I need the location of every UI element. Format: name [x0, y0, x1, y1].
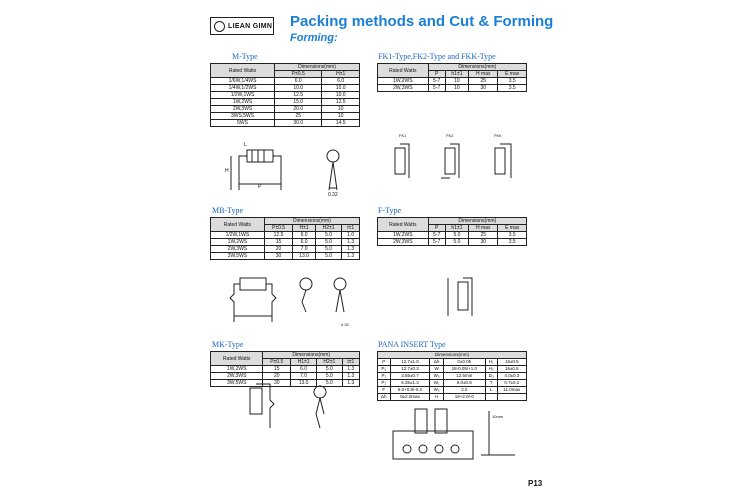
col-header-dims: Dimensions(mm) [275, 64, 360, 71]
table-row [211, 99, 360, 106]
company-logo [210, 17, 274, 35]
table-cell: 1W,2WS [211, 99, 275, 106]
table-cell: 12.5min [443, 373, 485, 380]
col-header: P±0.5 [275, 71, 322, 78]
section-title-mb-type: MB-Type [212, 206, 243, 215]
table-cell: 1W,2WS [378, 232, 429, 239]
diagram-label-fk2: FK2 [446, 133, 454, 138]
table-cell: 1.3 [342, 366, 359, 373]
f-type-table [377, 217, 527, 246]
table-row [378, 373, 527, 380]
table-cell: 10.0 [275, 85, 322, 92]
table-cell: 2W,3WS [211, 373, 263, 380]
table-row [378, 232, 527, 239]
table-cell [485, 394, 497, 401]
table-cell: 30 [469, 239, 498, 246]
table-row [378, 380, 527, 387]
section-title-pana: PANA INSERT Type [378, 340, 446, 349]
table-cell: 5.0 [315, 253, 341, 260]
col-header: t±1 [342, 225, 360, 232]
table-cell: P₀ [378, 366, 391, 373]
table-cell: 6.35±1.3 [390, 380, 430, 387]
col-header-dims: Dimensions(mm) [378, 352, 527, 359]
table-row [211, 373, 360, 380]
table-cell: 11.0max [497, 387, 526, 394]
col-header: E max [498, 225, 527, 232]
table-cell: 0.7±0.2 [497, 380, 526, 387]
col-header: H max [469, 225, 498, 232]
col-header: H2±1 [315, 225, 341, 232]
col-header-rated: Rated Watts [211, 352, 263, 366]
table-cell: 10 [445, 85, 469, 92]
table-cell: 3.85±0.7 [390, 373, 430, 380]
table-cell: 5.0 [445, 239, 469, 246]
table-cell: 20.0 [275, 106, 322, 113]
table-cell: 12.5 [264, 232, 292, 239]
table-cell: W [430, 366, 443, 373]
table-cell: 1W,2WS [211, 239, 265, 246]
table-cell: 1.3 [342, 380, 359, 387]
mb-type-table [210, 217, 360, 260]
table-row [378, 85, 527, 92]
table-cell: 3WS,5WS [211, 113, 275, 120]
page-title: Packing methods and Cut & Forming [290, 13, 554, 30]
table-cell: H [430, 394, 443, 401]
table-cell: 2W,3WS [211, 106, 275, 113]
col-header: h1±1 [445, 71, 469, 78]
table-cell: 1.0 [342, 232, 360, 239]
table-cell: 6.0 [322, 78, 360, 85]
table-cell: 5.0+0.8/-0.2 [390, 387, 430, 394]
table-cell [497, 394, 526, 401]
table-cell: 12.5 [275, 92, 322, 99]
table-row [211, 78, 360, 85]
table-row [378, 387, 527, 394]
table-cell: 1W,2WS [211, 366, 263, 373]
logo-text: LIEAN GIMN [228, 22, 273, 30]
table-cell: 5.0 [316, 373, 342, 380]
table-cell: T [485, 380, 497, 387]
pana-table [377, 351, 527, 401]
table-cell: P [378, 359, 391, 366]
table-cell: 1/2W,1WS [211, 92, 275, 99]
table-cell: P₁ [378, 373, 391, 380]
m-type-diagram [225, 140, 365, 200]
col-header: P±0.5 [264, 225, 292, 232]
mb-type-diagram [218, 272, 358, 332]
col-header: h1±1 [445, 225, 469, 232]
col-header: H±1 [322, 71, 360, 78]
col-header: P±0.5 [263, 359, 291, 366]
col-header-rated: Rated Watts [211, 64, 275, 78]
table-row [211, 113, 360, 120]
col-header-rated: Rated Watts [211, 218, 265, 232]
table-cell: F [378, 387, 391, 394]
table-row [378, 394, 527, 401]
col-header-rated: Rated Watts [378, 218, 429, 232]
table-cell: 6.0 [293, 239, 316, 246]
table-cell: 5.0 [315, 239, 341, 246]
col-header: H1±1 [291, 359, 317, 366]
section-title-mk-type: MK-Type [212, 340, 244, 349]
table-row [211, 366, 360, 373]
table-cell: 15 [263, 366, 291, 373]
section-title-m-type: M-Type [232, 52, 258, 61]
table-cell: 5.0 [316, 366, 342, 373]
mk-type-diagram [240, 380, 350, 435]
table-cell: H₁ [485, 359, 497, 366]
table-row [378, 239, 527, 246]
table-row [211, 85, 360, 92]
table-cell: 5-7 [428, 239, 445, 246]
table-cell: 2W,3WS [211, 246, 265, 253]
col-header-dims: Dimensions(mm) [428, 64, 526, 71]
col-header: t±1 [342, 359, 359, 366]
resistor-body [247, 150, 273, 162]
table-cell: 25 [469, 232, 498, 239]
table-cell: L [485, 387, 497, 394]
page-subtitle: Forming: [290, 32, 338, 44]
table-cell: 5-7 [428, 85, 445, 92]
table-cell: 1/2W,1WS [211, 232, 265, 239]
table-cell: 10.0 [322, 92, 360, 99]
table-cell: 16±0.5 [497, 359, 526, 366]
table-cell: 12.5 [322, 99, 360, 106]
table-cell: 6.0 [291, 366, 317, 373]
table-cell: W₁ [430, 380, 443, 387]
col-header-dims: Dimensions(mm) [264, 218, 359, 225]
table-cell: W₀ [430, 373, 443, 380]
col-header-dims: Dimensions(mm) [428, 218, 526, 225]
diagram-label-p: P [258, 184, 262, 190]
table-cell: 3W,5WS [211, 380, 263, 387]
diagram-label-fkk: FKK [494, 133, 502, 138]
table-cell: 10 [445, 78, 469, 85]
table-cell: 30.0 [275, 120, 322, 127]
col-header: E max [498, 71, 527, 78]
col-header: H2±1 [316, 359, 342, 366]
m-type-table [210, 63, 360, 127]
table-cell: 3W,5WS [211, 253, 265, 260]
table-row [211, 239, 360, 246]
table-row [378, 359, 527, 366]
table-cell: 5.0 [315, 232, 341, 239]
table-cell: 18-0.05/+1.0 [443, 366, 485, 373]
table-cell: 18+2.0/-0 [443, 394, 485, 401]
col-header: H±1 [293, 225, 316, 232]
fk-type-table [377, 63, 527, 92]
table-cell: Δh [430, 359, 443, 366]
table-row [211, 232, 360, 239]
table-row [378, 366, 527, 373]
col-header-rated: Rated Watts [378, 64, 429, 78]
col-header-dims: Dimensions(mm) [263, 352, 360, 359]
table-cell: 3.5 [498, 239, 527, 246]
table-row [211, 253, 360, 260]
table-cell: Δh [378, 394, 391, 401]
table-cell: 5.0 [316, 380, 342, 387]
col-header: H max [469, 71, 498, 78]
table-cell: 7.0 [291, 373, 317, 380]
table-cell: 15 [264, 239, 292, 246]
diagram-label-d-mb: 0.32 [341, 322, 349, 327]
table-cell: 1.3 [342, 373, 359, 380]
table-cell: 4.0±0.3 [497, 373, 526, 380]
table-cell: H₀ [485, 366, 497, 373]
table-cell: 2W,3WS [378, 85, 429, 92]
table-cell: 14.5 [322, 120, 360, 127]
table-row [211, 106, 360, 113]
table-cell: 3.5 [498, 232, 527, 239]
table-cell: 3.0 [443, 387, 485, 394]
table-cell: 3.5 [498, 78, 527, 85]
table-cell: 1.3 [342, 239, 360, 246]
diagram-label-l: L [244, 142, 247, 148]
table-cell: 1.3 [342, 246, 360, 253]
table-cell: 13.0 [293, 253, 316, 260]
fk-type-diagram [385, 138, 525, 188]
page-number: P13 [528, 479, 543, 488]
table-cell: 12.7±1.0 [390, 359, 430, 366]
table-cell: W₂ [430, 387, 443, 394]
diagram-label-d: 0.32 [328, 192, 338, 198]
diagram-label-h: H [225, 168, 229, 174]
table-row [211, 246, 360, 253]
table-cell: 6.0 [293, 232, 316, 239]
table-row [378, 78, 527, 85]
table-cell: 6.0 [275, 78, 322, 85]
table-cell: P₂ [378, 380, 391, 387]
table-cell: 5-7 [428, 78, 445, 85]
table-cell: 2W,3WS [378, 239, 429, 246]
table-cell: 1.3 [342, 253, 360, 260]
table-row [211, 92, 360, 99]
table-cell: 1W,2WS [378, 78, 429, 85]
diagram-label-fk1: FK1 [399, 133, 407, 138]
table-cell: 13.0 [291, 380, 317, 387]
pana-diagram [385, 405, 525, 465]
table-cell: 30 [469, 85, 498, 92]
table-cell: 3.5 [498, 85, 527, 92]
table-cell: 0±2.0max [390, 394, 430, 401]
table-row [211, 120, 360, 127]
table-cell: 30 [264, 253, 292, 260]
table-cell: 20 [264, 246, 292, 253]
table-cell: 0±0.05 [443, 359, 485, 366]
table-cell: 15.0 [275, 99, 322, 106]
table-cell: 5.0 [445, 232, 469, 239]
table-cell: 25 [469, 78, 498, 85]
table-cell: 10 [322, 113, 360, 120]
table-cell: 30 [263, 380, 291, 387]
table-cell: 25 [275, 113, 322, 120]
table-cell: 7.0 [293, 246, 316, 253]
table-cell: 5WS [211, 120, 275, 127]
table-cell: 9.0±0.5 [443, 380, 485, 387]
table-cell: 1/4W,1/2WS [211, 85, 275, 92]
table-cell: 10 [322, 106, 360, 113]
table-cell: 1/6W,1/4WS [211, 78, 275, 85]
logo-ring-icon [214, 21, 225, 32]
section-title-fk-type: FK1-Type,FK2-Type and FKK-Type [378, 52, 496, 61]
table-cell: D₀ [485, 373, 497, 380]
col-header: P [428, 71, 445, 78]
pana-dim-label: 10mm [492, 414, 504, 419]
table-cell: 5.0 [315, 246, 341, 253]
table-cell: 10.0 [322, 85, 360, 92]
table-cell: 12.7±0.3 [390, 366, 430, 373]
table-cell: 5-7 [428, 232, 445, 239]
table-cell: 20 [263, 373, 291, 380]
col-header: P [428, 225, 445, 232]
section-title-f-type: F-Type [378, 206, 401, 215]
f-type-diagram [440, 272, 500, 332]
table-cell: 16±0.5 [497, 366, 526, 373]
